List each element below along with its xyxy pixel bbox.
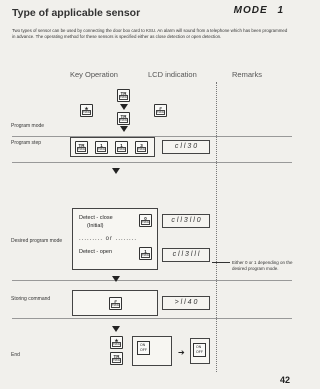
one-key-sub: TRNG — [118, 148, 126, 151]
arrow-down-icon — [112, 168, 120, 174]
one-key-label: 1 — [144, 249, 147, 254]
mode-number: 1 — [277, 5, 284, 16]
intro-text: Two types of sensor can be used by connecting the door box card to KSU. An alarm will sound from a telephone which has been programmed in advance. The operating method for these sensors is specified either as close detection or open detection. — [12, 28, 288, 39]
column-key-operation: Key Operation — [70, 70, 118, 79]
star-key-label: ★ — [84, 106, 89, 111]
three-key-label: 3 — [140, 143, 143, 148]
star-key[interactable] — [80, 104, 93, 117]
toggle-on-off — [193, 343, 206, 357]
star-key-label: ★ — [114, 338, 119, 343]
row-divider — [12, 162, 292, 163]
tr-key-sub: TRNG — [120, 96, 128, 99]
three-key-sub: TRNG — [138, 148, 146, 151]
tr-key-sub: TRNG — [113, 359, 121, 362]
hash-key-label: # — [114, 299, 117, 304]
arrow-right-icon: ➔ — [178, 348, 185, 357]
tr-key[interactable] — [117, 89, 130, 102]
row-divider — [12, 280, 292, 281]
toggle-off-label: OFF — [140, 348, 147, 352]
choice-close-label: Detect - close — [79, 215, 113, 221]
desired-mode-choice-group — [72, 208, 158, 270]
arrow-down-icon — [120, 104, 128, 110]
lcd-detect-close: c l l 3 l l 0 — [162, 214, 210, 228]
tr-key[interactable] — [110, 352, 123, 365]
lcd-detect-open: c l l 3 l l l — [162, 248, 210, 262]
lcd-storing: > l l 4 0 — [162, 296, 210, 310]
one-key-sub: TRNG — [142, 254, 150, 257]
row-label-program-mode: Program mode — [11, 123, 45, 129]
arrow-down-icon — [120, 126, 128, 132]
tr-key-sub: TRNG — [120, 119, 128, 122]
row-label-program-step: Program step — [11, 140, 42, 146]
one-key[interactable] — [139, 247, 152, 260]
toggle-on-label: ON — [140, 343, 146, 347]
one-key-sub: TRNG — [98, 148, 106, 151]
hash-key[interactable] — [109, 297, 122, 310]
one-key-label: 1 — [120, 143, 123, 148]
row-label-end: End — [11, 352, 20, 358]
remarks-note: Either 0 or 1 depending on the desired program mode. — [232, 260, 293, 271]
column-lcd-indication: LCD indication — [148, 70, 197, 79]
column-divider — [216, 82, 217, 372]
choice-close-note: (Initial) — [87, 223, 104, 229]
mode-indicator — [234, 5, 284, 16]
zero-key-label: 0 — [144, 216, 147, 221]
program-step-key-group — [70, 137, 155, 157]
page-title: Type of applicable sensor — [12, 7, 141, 19]
zero-key[interactable] — [139, 214, 152, 227]
star-key-sub: TRNG — [113, 343, 121, 346]
page-number: 42 — [279, 375, 290, 385]
arrow-down-icon — [112, 326, 120, 332]
one-key[interactable] — [95, 141, 108, 154]
row-label-desired-program-mode: Desired program mode — [11, 238, 63, 244]
row-label-storing-command: Storing command — [11, 296, 51, 302]
toggle-on-off — [137, 341, 150, 355]
tr-key-label: TR — [78, 143, 85, 148]
one-key[interactable] — [115, 141, 128, 154]
tr-key[interactable] — [75, 141, 88, 154]
tr-key-label: TR — [120, 114, 127, 119]
star-key-sub: TRNG — [83, 111, 91, 114]
hash-key[interactable] — [154, 104, 167, 117]
choice-separator: ......... or ........ — [79, 236, 138, 242]
tr-key[interactable] — [117, 112, 130, 125]
mode-label: MODE — [233, 5, 268, 16]
remarks-pointer — [212, 262, 230, 263]
zero-key-sub: TRNG — [142, 221, 150, 224]
end-indicator-result — [190, 338, 210, 364]
tr-key-sub: TRNG — [78, 148, 86, 151]
hash-key-label: # — [159, 106, 162, 111]
three-key[interactable] — [135, 141, 148, 154]
lcd-program-step: c l l 3 0 — [162, 140, 210, 154]
tr-key-label: TR — [113, 354, 120, 359]
column-remarks: Remarks — [232, 70, 263, 79]
end-indicator-group — [132, 336, 172, 366]
toggle-on-label: ON — [196, 345, 202, 349]
toggle-off-label: OFF — [196, 350, 203, 354]
storing-key-group — [72, 290, 158, 316]
hash-key-sub: TRNG — [157, 111, 165, 114]
arrow-down-icon — [112, 276, 120, 282]
row-divider — [12, 318, 292, 319]
one-key-label: 1 — [100, 143, 103, 148]
hash-key-sub: TRNG — [112, 304, 120, 307]
tr-key-label: TR — [120, 91, 127, 96]
choice-open-label: Detect - open — [79, 249, 113, 255]
star-key[interactable] — [110, 336, 123, 349]
